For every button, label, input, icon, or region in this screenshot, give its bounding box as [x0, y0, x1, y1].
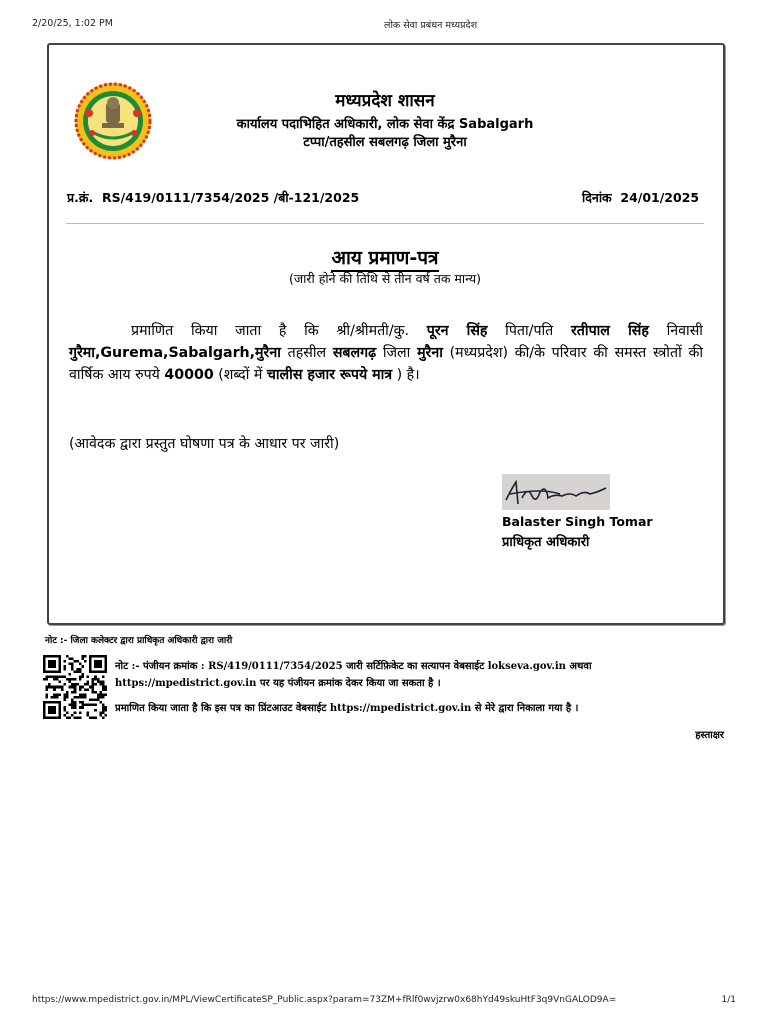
- district: मुरैना: [417, 345, 443, 361]
- verification-line-2: https://mpedistrict.gov.in पर यह पंजीयन क्रमांक देकर किया जा सकता है ।: [115, 678, 441, 689]
- print-url: https://www.mpedistrict.gov.in/MPL/ViewCertificateSP_Public.aspx?param=73ZM+fRlf0wvjzrw0x68hYd49skuHtF3q9VnGALOD9A=: [32, 995, 617, 1005]
- certificate-body: [69, 320, 703, 386]
- printout-note: प्रमाणित किया जाता है कि इस पत्र का प्रिंटआउट वेबसाईट https://mpedistrict.gov.in से मेरे द्वारा निकाला गया है ।: [115, 703, 579, 714]
- tehsil-heading: टप्पा/तहसील सबलगढ़ जिला मुरैना: [303, 135, 467, 150]
- tehsil: सबलगढ़: [332, 345, 377, 361]
- body-text-3: निवासी: [666, 323, 703, 339]
- body-text-5: जिला: [382, 345, 411, 361]
- father-name: रतीपाल सिंह: [571, 323, 649, 339]
- reference-label: प्र.क्रं.: [67, 190, 94, 205]
- body-text-4: तहसील: [287, 345, 327, 361]
- signatory-name: Balaster Singh Tomar: [502, 514, 653, 529]
- print-page-title: लोक सेवा प्रबंधन मध्यप्रदेश: [384, 20, 478, 31]
- mp-state-emblem-icon: [68, 81, 158, 161]
- certificate-validity: (जारी होने की तिथि से तीन वर्ष तक मान्य): [289, 271, 481, 286]
- print-page-count: 1/1: [721, 995, 736, 1005]
- issued-by-note: नोट :- जिला कलेक्टर द्वारा प्राधिकृत अधिकारी द्वारा जारी: [45, 636, 233, 646]
- signature-label: हस्ताक्षर: [695, 730, 724, 741]
- office-heading: कार्यालय पदाभिहित अधिकारी, लोक सेवा केंद्र Sabalgarh: [236, 117, 534, 132]
- income-amount-words: चालीस हजार रूपये मात्र: [266, 367, 393, 383]
- issue-date: [582, 189, 699, 206]
- government-heading: मध्यप्रदेश शासन: [335, 91, 435, 111]
- date-label: दिनांक: [582, 190, 612, 205]
- verification-line-1: नोट :- पंजीयन क्रमांक : RS/419/0111/7354/2025 जारी सर्टिफ़िकेट का सत्यापन वेबसाईट lokseva.gov.in अथवा: [115, 661, 592, 672]
- body-text-7: (शब्दों में: [218, 367, 263, 383]
- body-text-1: प्रमाणित किया जाता है कि श्री/श्रीमती/कु.: [131, 323, 410, 339]
- holder-name: पूरन सिंह: [426, 323, 488, 339]
- qr-code-icon: [43, 655, 107, 719]
- print-datetime: 2/20/25, 1:02 PM: [32, 18, 113, 29]
- date-value: 24/01/2025: [620, 190, 700, 205]
- reference-number: [67, 189, 359, 206]
- basis-note: (आवेदक द्वारा प्रस्तुत घोषणा पत्र के आधार पर जारी): [69, 436, 340, 452]
- verification-note: [115, 658, 675, 692]
- body-text-6: (मध्यप्रदेश) की/के परिवार की समस्त स्त्रोतों की वार्षिक आय रुपये: [69, 345, 704, 383]
- signatory-designation: प्राधिकृत अधिकारी: [502, 535, 590, 550]
- body-text-2: पिता/पति: [505, 323, 554, 339]
- income-amount: 40000: [164, 367, 214, 383]
- reference-value: RS/419/0111/7354/2025 /बी-121/2025: [101, 190, 360, 205]
- address: गुरैमा,Gurema,Sabalgarh,मुरैना: [69, 345, 281, 361]
- certificate-title: [250, 244, 520, 270]
- body-text-8: ) है।: [396, 367, 420, 383]
- certificate-title-text: आय प्रमाण-पत्र: [331, 247, 438, 272]
- signature-image: [502, 474, 610, 510]
- divider: [66, 223, 704, 224]
